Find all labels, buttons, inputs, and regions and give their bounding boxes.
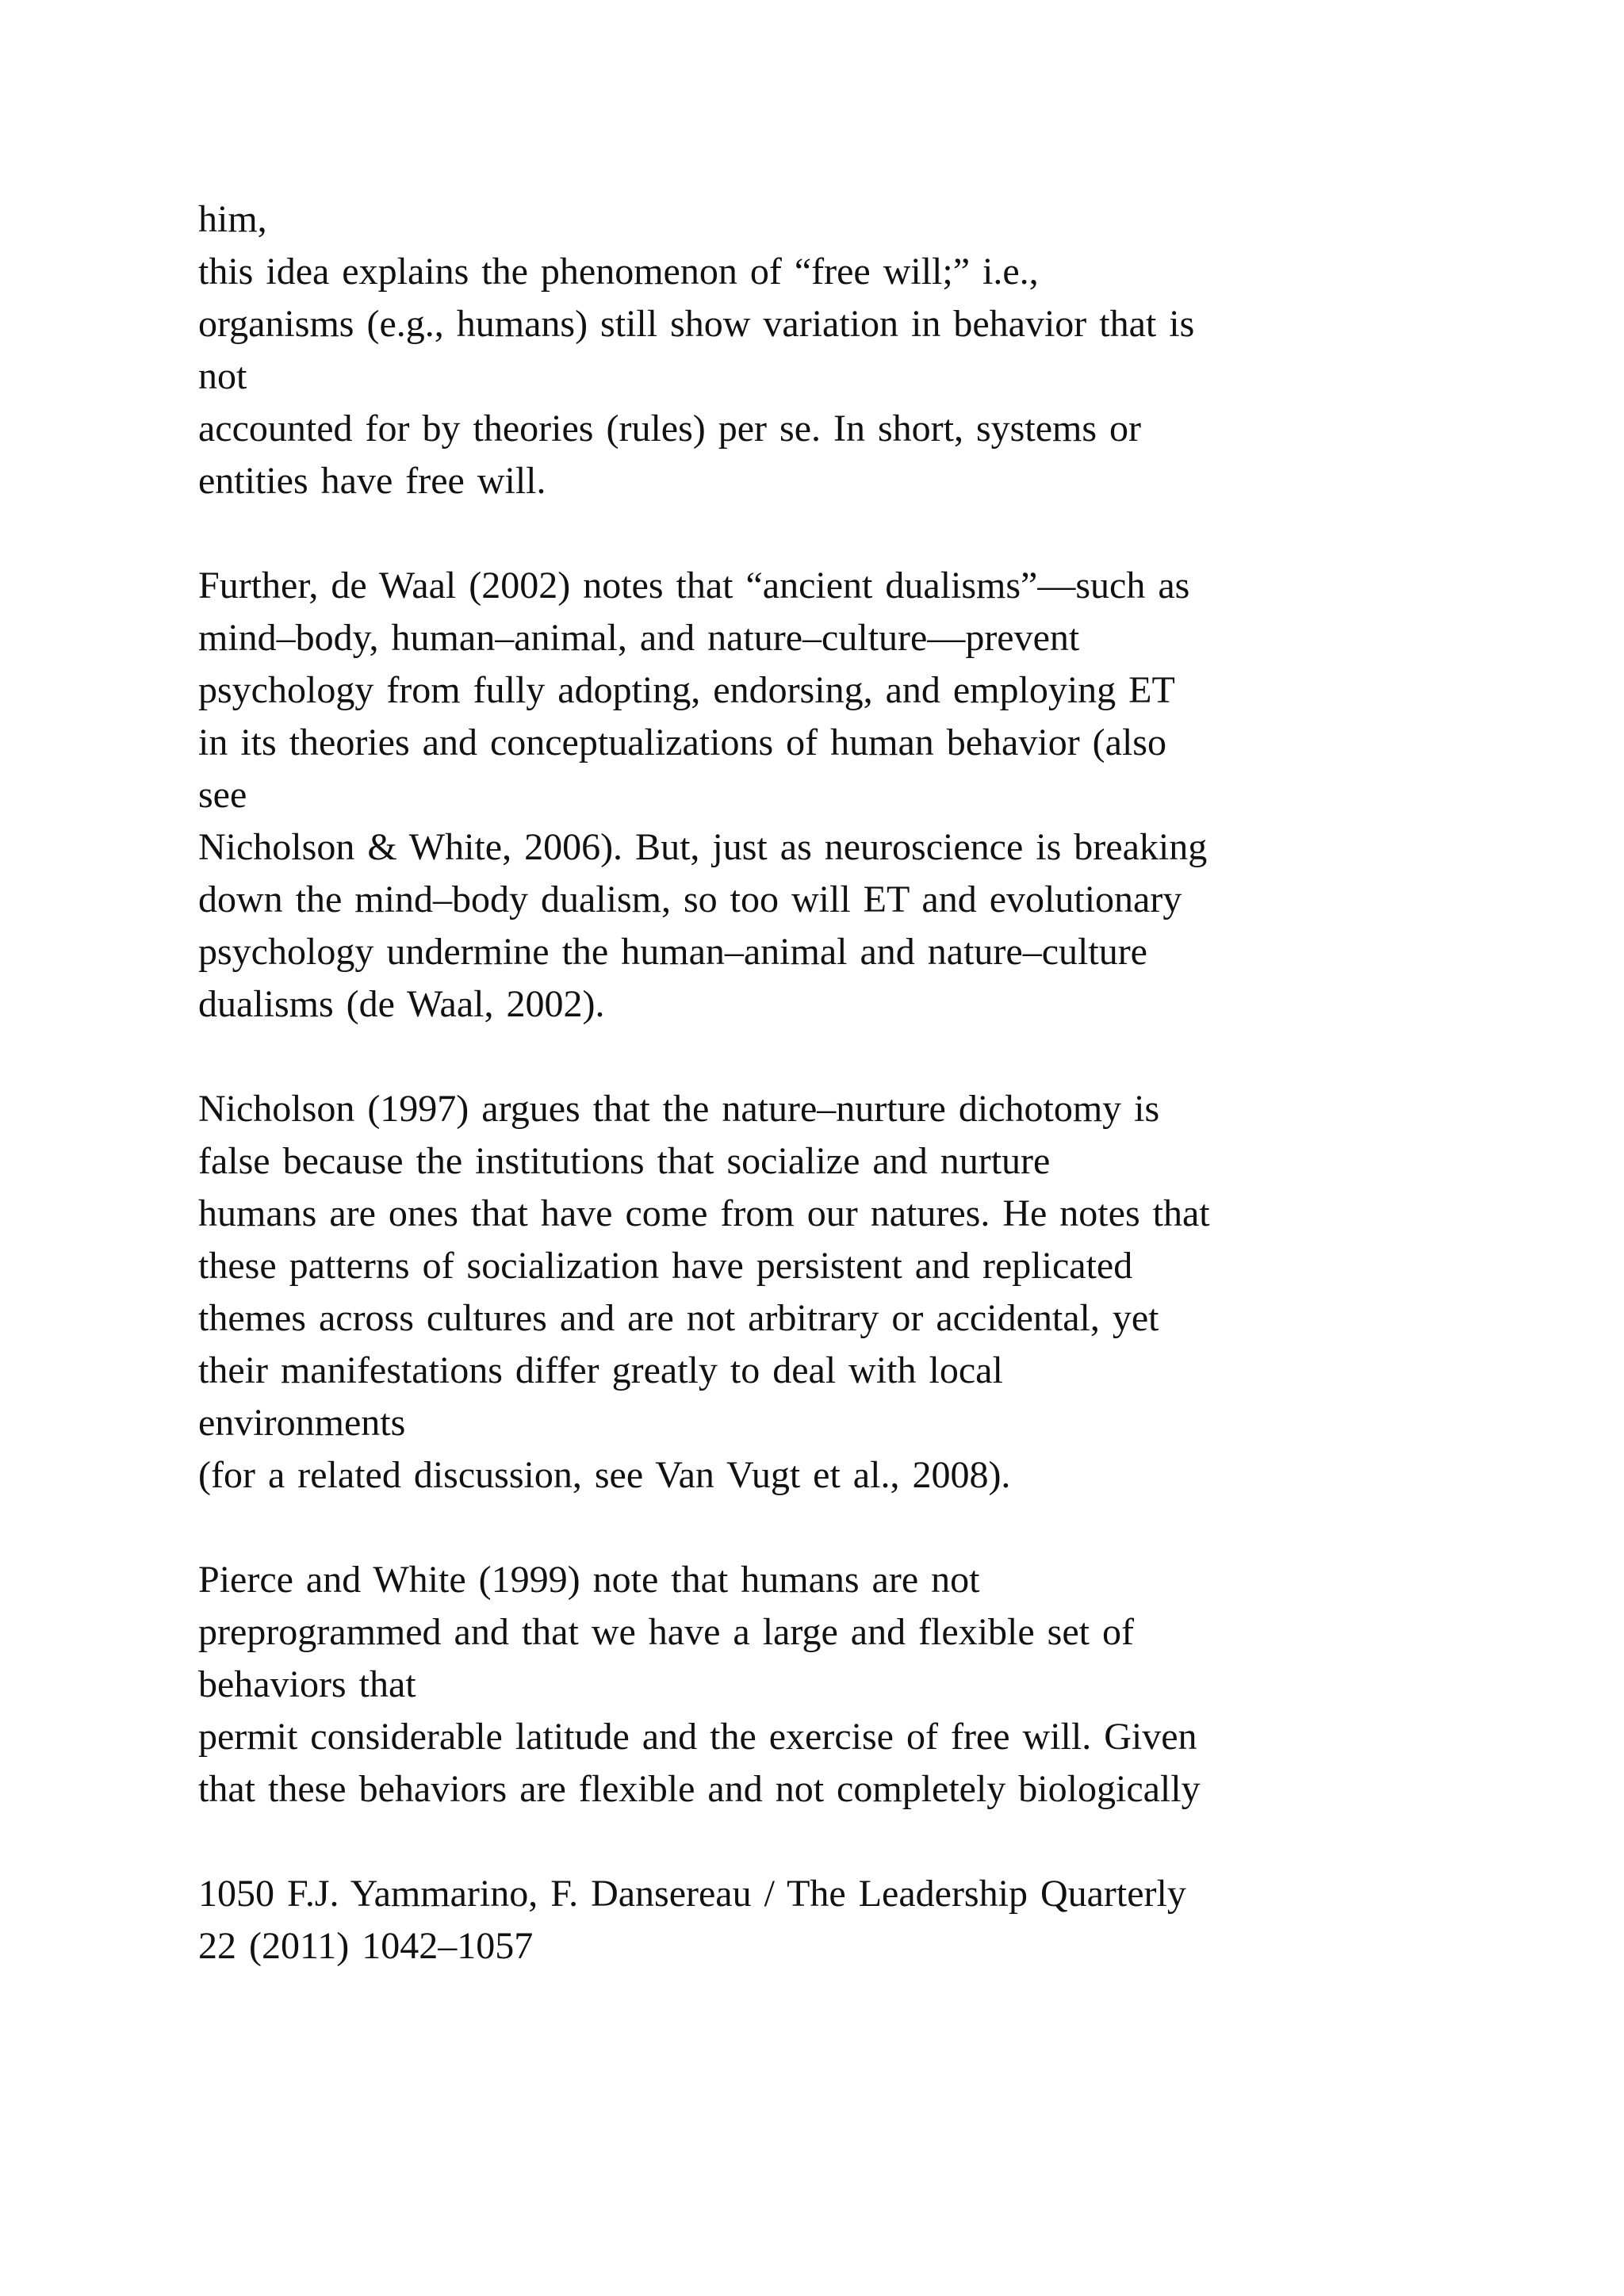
text-line: behaviors that — [198, 1663, 416, 1705]
text-line: Nicholson (1997) argues that the nature–nurture dichotomy is — [198, 1088, 1160, 1130]
text-line: humans are ones that have come from our natures. He notes that — [198, 1192, 1210, 1234]
text-line: organisms (e.g., humans) still show variation in behavior that is — [198, 303, 1195, 345]
text-line: mind–body, human–animal, and nature–culture—prevent — [198, 617, 1080, 659]
paragraph-nature-nurture — [198, 1083, 1435, 1502]
text-line: permit considerable latitude and the exercise of free will. Given — [198, 1716, 1197, 1758]
text-line: environments — [198, 1402, 406, 1444]
text-line: themes across cultures and are not arbitrary or accidental, yet — [198, 1297, 1159, 1339]
paragraph-spacer — [198, 507, 1435, 560]
text-line: in its theories and conceptualizations of human behavior (also — [198, 721, 1166, 763]
text-line: Nicholson & White, 2006). But, just as neuroscience is breaking — [198, 826, 1208, 868]
text-line: Pierce and White (1999) note that humans are not — [198, 1559, 980, 1601]
text-line: not — [198, 355, 247, 397]
text-line: this idea explains the phenomenon of “free will;” i.e., — [198, 251, 1039, 293]
document-text — [198, 193, 1435, 1973]
paragraph-spacer — [198, 1031, 1435, 1083]
paragraph-spacer — [198, 1816, 1435, 1868]
text-line: false because the institutions that socialize and nurture — [198, 1140, 1051, 1182]
text-line: their manifestations differ greatly to deal with local — [198, 1349, 1003, 1391]
citation-footer — [198, 1868, 1435, 1973]
paragraph-spacer — [198, 1502, 1435, 1554]
text-line: dualisms (de Waal, 2002). — [198, 983, 605, 1025]
text-line: 1050 F.J. Yammarino, F. Dansereau / The Leadership Quarterly — [198, 1873, 1186, 1915]
text-line: down the mind–body dualism, so too will ET and evolutionary — [198, 878, 1182, 920]
text-line: these patterns of socialization have persistent and replicated — [198, 1245, 1133, 1287]
text-line: psychology from fully adopting, endorsing, and employing ET — [198, 669, 1175, 711]
text-line: see — [198, 774, 247, 816]
text-line: him, — [198, 198, 267, 240]
text-line: that these behaviors are flexible and not completely biologically — [198, 1768, 1201, 1810]
text-line: psychology undermine the human–animal and nature–culture — [198, 931, 1147, 973]
text-line: accounted for by theories (rules) per se. In short, systems or — [198, 408, 1141, 450]
text-line: Further, de Waal (2002) notes that “ancient dualisms”—such as — [198, 564, 1190, 607]
paragraph-free-will — [198, 193, 1435, 507]
text-line: 22 (2011) 1042–1057 — [198, 1925, 534, 1967]
text-line: (for a related discussion, see Van Vugt et al., 2008). — [198, 1454, 1011, 1496]
paragraph-dualisms — [198, 560, 1435, 1031]
paragraph-preprogrammed — [198, 1554, 1435, 1816]
text-line: entities have free will. — [198, 460, 546, 502]
text-line: preprogrammed and that we have a large and flexible set of — [198, 1611, 1134, 1653]
